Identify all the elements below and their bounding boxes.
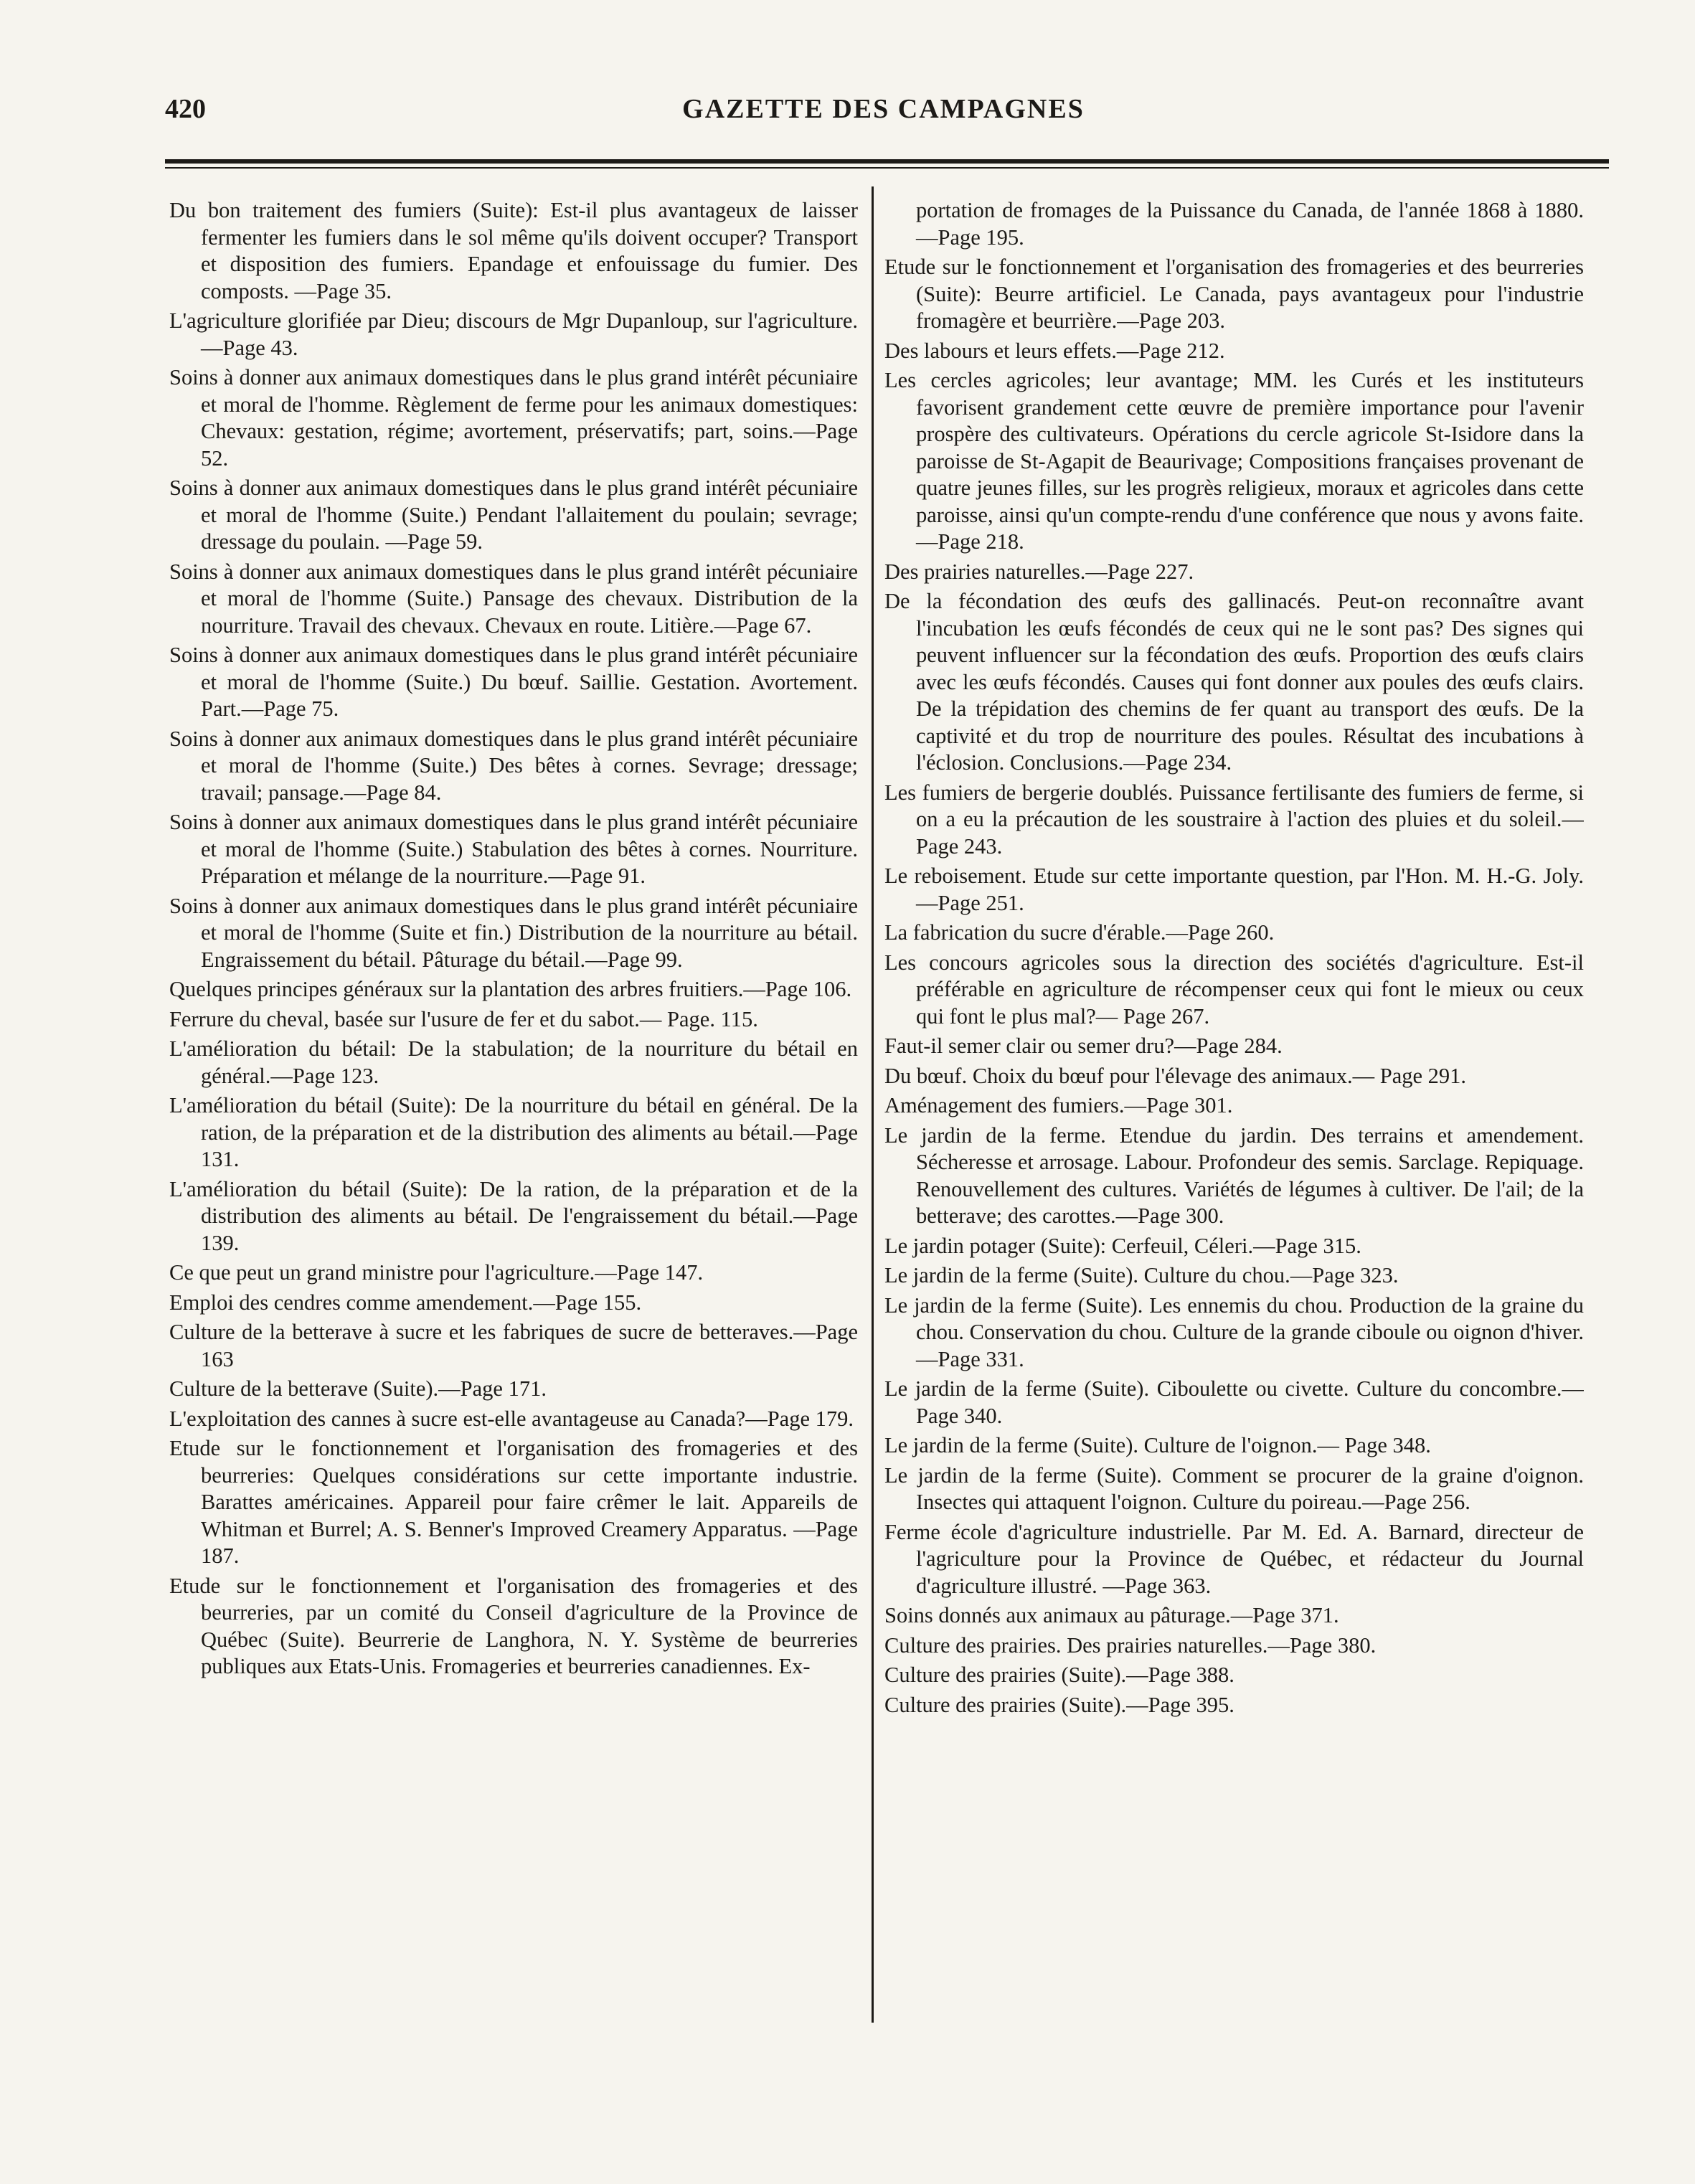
index-entry: Des prairies naturelles.—Page 227. [884, 559, 1194, 584]
index-entry: Des labours et leurs effets.—Page 212. [884, 338, 1225, 363]
index-entry: Du bon traitement des fumiers (Suite): Est-il plus avantageux de laisser fermenter les fumiers dans le sol même qu'ils doivent occuper? Transport et disposition des fumiers. Epandage et enfouissage du fumier. Des composts. —Page 35. [169, 198, 858, 303]
index-entry: Soins à donner aux animaux domestiques dans le plus grand intérêt pécuniaire et moral de l'homme (Suite.) Des bêtes à cornes. Sevrage; dressage; travail; pansage.—Page 84. [169, 726, 858, 805]
left-column [169, 197, 858, 2019]
index-entry: Le jardin de la ferme (Suite). Comment se procurer de la graine d'oignon. Insectes qui attaquent l'oignon. Culture du poireau.—Page 256. [884, 1462, 1584, 1514]
index-entry: Soins à donner aux animaux domestiques dans le plus grand intérêt pécuniaire et moral de l'homme (Suite.) Stabulation des bêtes à cornes. Nourriture. Préparation et mélange de la nourriture.—Page 91. [169, 810, 858, 888]
index-entry: Ce que peut un grand ministre pour l'agriculture.—Page 147. [169, 1260, 704, 1285]
index-entry: L'amélioration du bétail (Suite): De la ration, de la préparation et de la distribution des aliments au bétail. De l'engraissement du bétail.—Page 139. [169, 1176, 858, 1255]
index-entry: Etude sur le fonctionnement et l'organisation des fromageries et des beurreries (Suite): Beurre artificiel. Le Canada, pays avantageux pour l'industrie fromagère et beurrière.—Page 203. [884, 255, 1584, 333]
index-entry: L'amélioration du bétail (Suite): De la nourriture du bétail en général. De la ration, de la préparation et de la distribution des aliments au bétail.—Page 131. [169, 1093, 858, 1171]
index-entry: Les cercles agricoles; leur avantage; MM. les Curés et les instituteurs favorisent grandement cette œuvre de première importance pour l'avenir prospère des cultivateurs. Opérations du cercle agricole St-Isidore dans la paroisse de St-Agapit de Beaurivage; Compositions françaises provenant de quatre jeunes filles, sur les progrès religieux, moraux et agricoles dans cette paroisse, ainsi qu'un compte-rendu d'une conférence que nous y avons faite.—Page 218. [884, 368, 1584, 554]
index-entry: Etude sur le fonctionnement et l'organisation des fromageries et des beurreries, par un comité du Conseil d'agriculture de la Province de Québec (Suite). Beurrerie de Langhora, N. Y. Système de beurreries publiques aux Etats-Unis. Fromageries et beurreries canadiennes. Ex- [169, 1573, 858, 1678]
index-entry: De la fécondation des œufs des gallinacés. Peut-on reconnaître avant l'incubation les œufs fécondés de ceux qui ne le sont pas? Des signes qui peuvent influencer sur la fécondation des œufs. Proportion des œufs clairs avec les œufs fécondés. Causes qui font donner aux poules des œufs clairs. De la trépidation des chemins de fer quant au transport des œufs. De la captivité et du trop de nourriture des poules. Résultat des incubations à l'éclosion. Conclusions.—Page 234. [884, 589, 1584, 775]
index-entry: Culture des prairies. Des prairies naturelles.—Page 380. [884, 1632, 1377, 1658]
index-entry: La fabrication du sucre d'érable.—Page 260. [884, 920, 1275, 945]
index-entry: Le jardin de la ferme (Suite). Ciboulette ou civette. Culture du concombre.—Page 340. [884, 1376, 1584, 1428]
index-entry: Les fumiers de bergerie doublés. Puissance fertilisante des fumiers de ferme, si on a eu la précaution de les soustraire à l'action des pluies et du soleil.—Page 243. [884, 780, 1584, 859]
index-entry: Culture de la betterave à sucre et les fabriques de sucre de betteraves.—Page 163 [169, 1320, 858, 1371]
index-entry: Le jardin de la ferme. Etendue du jardin. Des terrains et amendement. Sécheresse et arrosage. Labour. Profondeur des semis. Sarclage. Repiquage. Renouvellement des cultures. Variétés de légumes à cultiver. De l'ail; de la betterave; des carottes.—Page 300. [884, 1122, 1584, 1228]
index-entry: Ferme école d'agriculture industrielle. Par M. Ed. A. Barnard, directeur de l'agriculture pour la Province de Québec, et rédacteur du Journal d'agriculture illustré. —Page 363. [884, 1519, 1584, 1598]
header-rule-thin [165, 167, 1609, 169]
index-entry: L'exploitation des cannes à sucre est-elle avantageuse au Canada?—Page 179. [169, 1406, 854, 1431]
right-column [884, 197, 1584, 2019]
index-entry: Le jardin de la ferme (Suite). Les ennemis du chou. Production de la graine du chou. Conservation du chou. Culture de la grande ciboule ou oignon d'hiver.—Page 331. [884, 1292, 1584, 1371]
index-entry: Culture de la betterave (Suite).—Page 171. [169, 1376, 547, 1401]
index-entry: Faut-il semer clair ou semer dru?—Page 284. [884, 1034, 1283, 1058]
index-entry: Soins à donner aux animaux domestiques dans le plus grand intérêt pécuniaire et moral de l'homme. Règlement de ferme pour les animaux domestiques: Chevaux: gestation, régime; avortement, préservatifs; part, soins.—Page 52. [169, 365, 858, 471]
column-divider [872, 186, 874, 2023]
continued-entry: portation de fromages de la Puissance du Canada, de l'année 1868 à 1880.—Page 195. [916, 198, 1584, 250]
index-entry: L'agriculture glorifiée par Dieu; discours de Mgr Dupanloup, sur l'agriculture.—Page 43. [169, 308, 858, 360]
index-entry: Soins à donner aux animaux domestiques dans le plus grand intérêt pécuniaire et moral de l'homme (Suite.) Pansage des chevaux. Distribution de la nourriture. Travail des chevaux. Chevaux en route. Litière.—Page 67. [169, 559, 858, 638]
header-rule [165, 159, 1609, 164]
index-entry: L'amélioration du bétail: De la stabulation; de la nourriture du bétail en général.—Page 123. [169, 1036, 858, 1088]
index-entry: Emploi des cendres comme amendement.—Page 155. [169, 1290, 642, 1315]
index-entry: Le jardin potager (Suite): Cerfeuil, Céleri.—Page 315. [884, 1233, 1361, 1258]
index-entry: Du bœuf. Choix du bœuf pour l'élevage des animaux.— Page 291. [884, 1063, 1467, 1088]
index-entry: Aménagement des fumiers.—Page 301. [884, 1093, 1233, 1117]
left-entry-list [169, 197, 858, 1680]
index-entry: Le reboisement. Etude sur cette importante question, par l'Hon. M. H.-G. Joly.—Page 251. [884, 864, 1584, 915]
index-entry: Ferrure du cheval, basée sur l'usure de fer et du sabot.— Page. 115. [169, 1006, 758, 1031]
index-entry: Soins à donner aux animaux domestiques dans le plus grand intérêt pécuniaire et moral de l'homme (Suite.) Pendant l'allaitement du poulain; sevrage; dressage du poulain. —Page 59. [169, 476, 858, 554]
index-entry: Soins à donner aux animaux domestiques dans le plus grand intérêt pécuniaire et moral de l'homme (Suite.) Du bœuf. Saillie. Gestation. Avortement. Part.—Page 75. [169, 643, 858, 721]
right-entry-list [884, 197, 1584, 1719]
index-entry: Le jardin de la ferme (Suite). Culture de l'oignon.— Page 348. [884, 1433, 1431, 1457]
page-title: GAZETTE DES CAMPAGNES [682, 94, 1085, 124]
page-number: 420 [165, 94, 206, 124]
index-entry: Soins à donner aux animaux domestiques dans le plus grand intérêt pécuniaire et moral de l'homme (Suite et fin.) Distribution de la nourriture au bétail. Engraissement du bétail. Pâturage du bétail.—Page 99. [169, 893, 858, 972]
index-entry: Quelques principes généraux sur la plantation des arbres fruitiers.—Page 106. [169, 977, 852, 1001]
index-entry: Le jardin de la ferme (Suite). Culture du chou.—Page 323. [884, 1263, 1399, 1287]
index-entry: Etude sur le fonctionnement et l'organisation des fromageries et des beurreries: Quelques considérations sur cette importante industrie. Barattes américaines. Appareil pour faire crêmer le lait. Appareils de Whitman et Burrel; A. S. Benner's Improved Creamery Apparatus. —Page 187. [169, 1436, 858, 1568]
index-entry: Soins donnés aux animaux au pâturage.—Page 371. [884, 1603, 1339, 1627]
index-entry: Culture des prairies (Suite).—Page 395. [884, 1692, 1234, 1717]
index-entry: Culture des prairies (Suite).—Page 388. [884, 1663, 1234, 1687]
index-entry: Les concours agricoles sous la direction des sociétés d'agriculture. Est-il préférable en agriculture de récompenser ceux qui font le mieux ou ceux qui font le plus mal?— Page 267. [884, 950, 1584, 1029]
page-header [165, 93, 1602, 136]
